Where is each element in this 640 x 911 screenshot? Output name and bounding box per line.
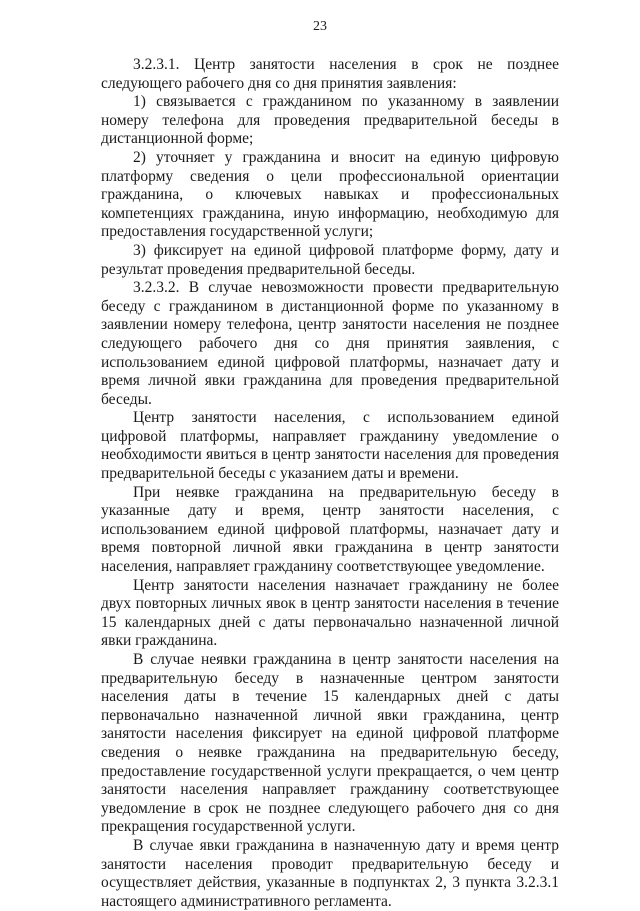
paragraph-notification: Центр занятости населения, с использованием единой цифровой платформы, направляет гражданину уведомление о необходимости явиться в центр занятости населения для проведения предварительной беседы с указанием даты и времени. [101, 409, 559, 483]
paragraph-item-1: 1) связывается с гражданином по указанному в заявлении номеру телефона для проведения предварительной беседы в дистанционной форме; [101, 93, 559, 148]
paragraph-termination: В случае неявки гражданина в центр занятости населения на предварительную беседу в назначенные центром занятости населения даты в течение 15 календарных дней с даты первоначально назначенной личной явки гражданина, центр занятости населения фиксирует на единой цифровой платформе сведения о неявке гражданина на предварительную беседу, предоставление государственной услуги прекращается, о чем центр занятости населения направляет гражданину соответствующее уведомление в срок не позднее следующего рабочего дня со дня прекращения государственной услуги. [101, 651, 559, 836]
paragraph-3-2-3-2: 3.2.3.2. В случае невозможности провести предварительную беседу с гражданином в дистанционной форме по указанному в заявлении номеру телефона, центр занятости населения не позднее следующего рабочего дня со дня принятия заявления, с использованием единой цифровой платформы, назначает дату и время личной явки гражданина для проведения предварительной беседы. [101, 279, 559, 408]
paragraph-non-appearance: При неявке гражданина на предварительную беседу в указанные дату и время, центр занятости населения, с использованием единой цифровой платформы, назначает дату и время повторной личной явки гражданина в центр занятости населения, направляет гражданину соответствующее уведомление. [101, 483, 559, 576]
page-number: 23 [313, 19, 327, 34]
paragraph-item-3: 3) фиксирует на единой цифровой платформе форму, дату и результат проведения предварительной беседы. [101, 241, 559, 278]
paragraph-3-2-3-1: 3.2.3.1. Центр занятости населения в срок не позднее следующего рабочего дня со дня принятия заявления: [101, 56, 559, 92]
paragraph-appearance: В случае явки гражданина в назначенную дату и время центр занятости населения проводит предварительную беседу и осуществляет действия, указанные в подпунктах 2, 3 пункта 3.2.3.1 настоящего административного регламента. [101, 836, 559, 910]
paragraph-repeat-appearances: Центр занятости населения назначает гражданину не более двух повторных личных явок в центр занятости населения в течение 15 календарных дней с даты первоначально назначенной личной явки гражданина. [101, 576, 559, 650]
document-body [101, 56, 559, 911]
paragraph-item-2: 2) уточняет у гражданина и вносит на единую цифровую платформу сведения о цели профессиональной ориентации гражданина, о ключевых навыках и профессиональных компетенциях гражданина, иную информацию, необходимую для предоставления государственной услуги; [101, 148, 559, 241]
